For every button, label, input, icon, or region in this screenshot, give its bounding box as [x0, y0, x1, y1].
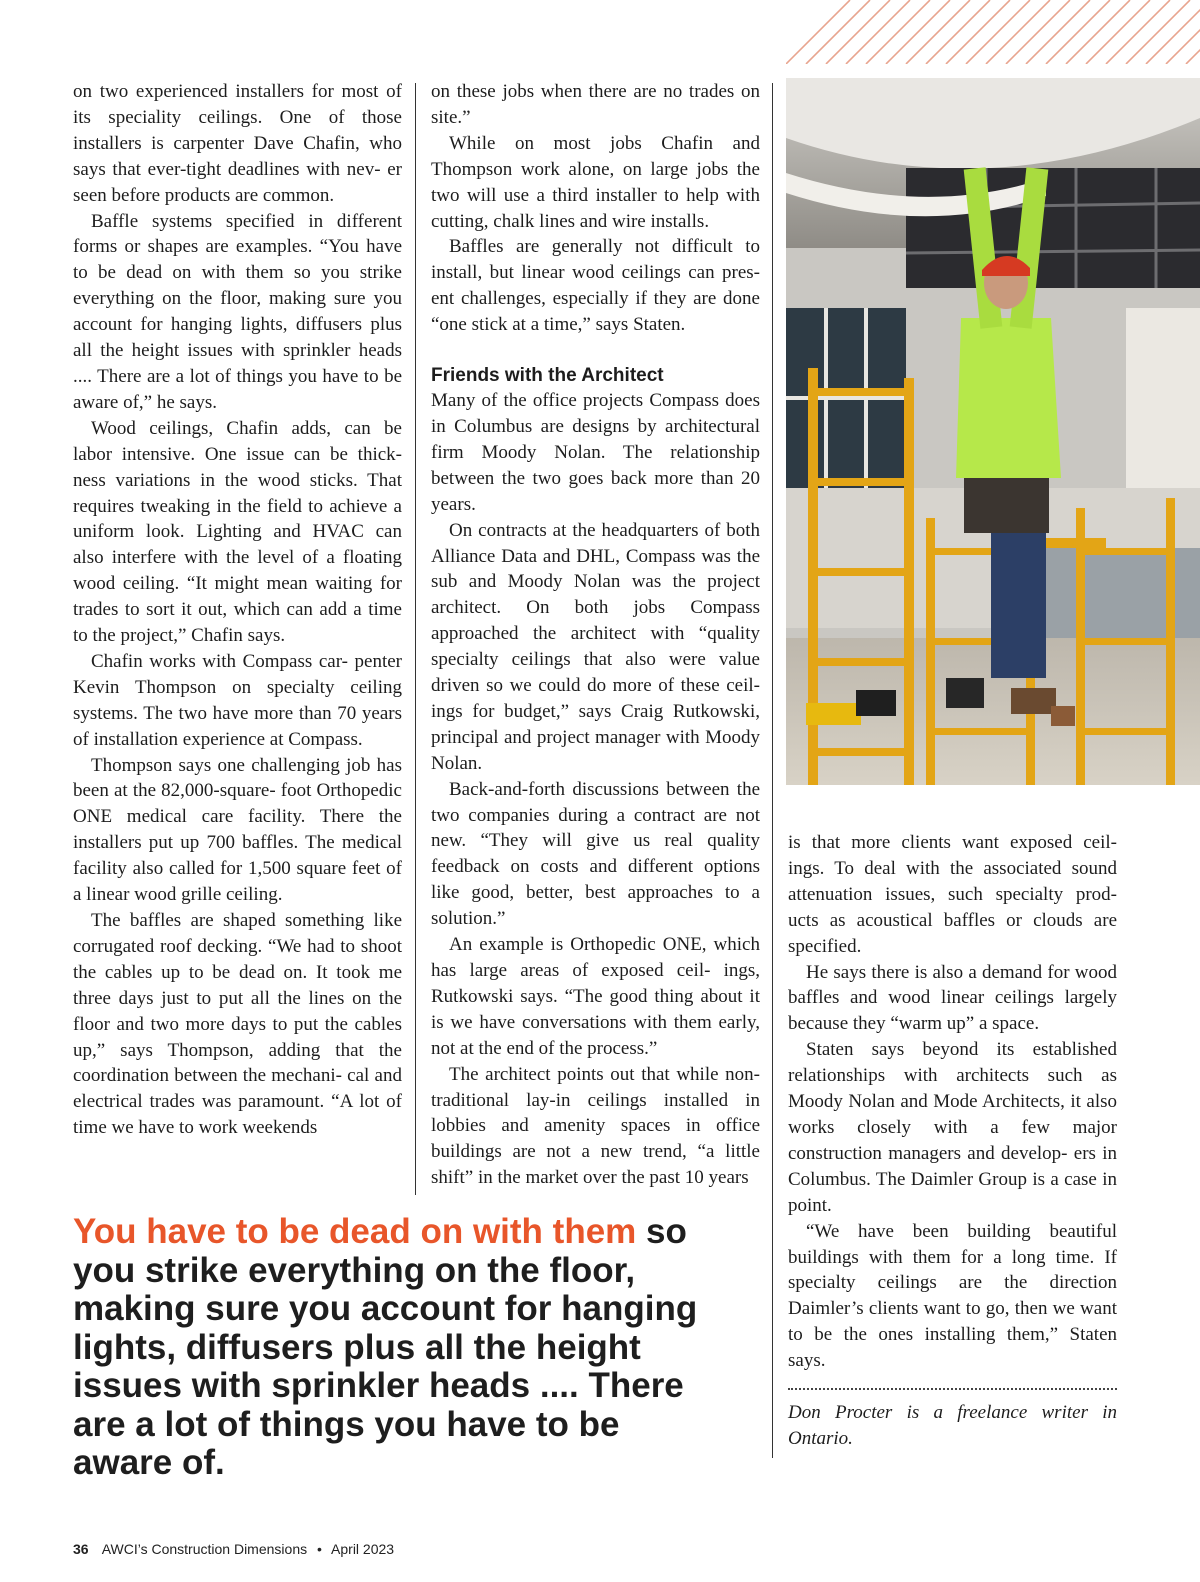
paragraph: An example is Orthopedic ONE, which has large areas of exposed ceil- ings, Rutkowski says. “The good thing about it is we have conversations with them early, not at the end of the process.” [431, 934, 760, 1059]
article-column-1 [73, 79, 402, 1141]
paragraph: While on most jobs Chafin and Thompson work alone, on large jobs the two will use a third installer to help with cutting, chalk lines and wire installs. [431, 132, 760, 232]
pull-quote [73, 1213, 713, 1483]
paragraph: Wood ceilings, Chafin adds, can be labor intensive. One issue can be thick- ness variations in the wood sticks. That requires tweaking in the field to achieve a uniform look. Lighting and HVAC can also interfere with the level of a floating wood ceiling. “It might mean waiting for trades to sort it out, which can add a time to the project,” Chafin says. [73, 417, 402, 647]
paragraph: Many of the office projects Compass does in Columbus are designs by architectural firm Moody Nolan. The relationship between the two goes back more than 20 years. [431, 390, 760, 515]
article-column-3 [788, 830, 1117, 1452]
paragraph: The baffles are shaped something like corrugated roof decking. “We had to shoot the cables up to be dead on. It took me three days just to put all the lines on the floor and two more days to put the cables up,” says Thompson, adding that the coordination between the mechani- cal and electrical trades was paramount. “A lot of time we have to work weekends [73, 910, 402, 1139]
issue-date: April 2023 [331, 1541, 395, 1557]
paragraph: on these jobs when there are no trades on site.” [431, 81, 760, 128]
paragraph: Staten says beyond its established relationships with architects such as Moody Nolan and Mode Architects, it also works closely with a few major construction managers and develop- ers in Columbus. The Daimler Group is a case in point. [788, 1039, 1117, 1216]
column-divider [415, 83, 416, 1195]
column-divider [772, 83, 773, 1458]
page-number: 36 [73, 1541, 89, 1557]
paragraph: On contracts at the headquarters of both Alliance Data and DHL, Compass was the sub and Moody Nolan was the project architect. On both jobs Compass approached the architect with “quality specialty ceilings that also were value driven so we could do more of these ceil- ings for budget,” says Craig Rutkowski, principal and project manager with Moody Nolan. [431, 519, 760, 774]
section-subhead: Friends with the Architect [431, 365, 664, 387]
paragraph: Thompson says one challenging job has been at the 82,000-square- foot Orthopedic ONE medical care facility. There the installers put up 700 baffles. The medical facility also called for 1,500 square feet of a linear wood grille ceiling. [73, 754, 402, 906]
footer-separator: • [317, 1541, 322, 1557]
dotted-divider [788, 1388, 1117, 1390]
paragraph: Chafin works with Compass car- penter Kevin Thompson on specialty ceiling systems. The two have more than 70 years of installation experience at Compass. [73, 650, 402, 750]
pull-quote-text: so you strike everything on the floor, making sure you account for hanging lights, diffusers plus all the height issues with sprinkler heads .... There are a lot of things you have to be aware of. [73, 1212, 698, 1482]
paragraph: Back-and-forth discussions between the two companies during a contract are not new. “They will give us real quality feedback on costs and different options like good, better, best approaches to a solution.” [431, 778, 760, 930]
paragraph: on two experienced installers for most of its speciality ceilings. One of those installers is carpenter Dave Chafin, who says that ever-tight deadlines with nev- er seen before products are common. [73, 81, 402, 206]
photo-illustration [786, 78, 1200, 785]
author-byline: Don Procter is a freelance writer in Ontario. [788, 1402, 1117, 1449]
paragraph: is that more clients want exposed ceil- ings. To deal with the associated sound attenuation issues, such specialty prod- ucts as acoustical baffles or clouds are specified. [788, 832, 1117, 957]
paragraph: “We have been building beautiful buildings with them for a long time. If specialty ceilings are the direction Daimler’s clients want to go, then we want to be the ones installing them,” Staten says. [788, 1220, 1117, 1372]
page-footer [73, 1541, 394, 1557]
decorative-stripes [786, 0, 1200, 64]
paragraph: The architect points out that while non-traditional lay-in ceilings installed in lobbies and amenity spaces in office buildings are not a new trend, “a little shift” in the market over the past 10 years [431, 1063, 760, 1189]
paragraph: Baffle systems specified in different forms or shapes are examples. “You have to be dead on with them so you strike everything on the floor, making sure you account for hanging lights, diffusers plus all the height issues with sprinkler heads .... There are a lot of things you have to be aware of,” he says. [73, 210, 402, 413]
pull-quote-accent: You have to be dead on with them [73, 1212, 637, 1251]
article-column-2 [431, 79, 760, 1191]
paragraph: Baffles are generally not difficult to install, but linear wood ceilings can pres- ent challenges, especially if they are done “one stick at a time,” says Staten. [431, 236, 760, 336]
paragraph: He says there is also a demand for wood baffles and wood linear ceilings largely because they “warm up” a space. [788, 961, 1117, 1035]
installer-photo [786, 78, 1200, 785]
publication-name: AWCI’s Construction Dimensions [101, 1541, 308, 1557]
